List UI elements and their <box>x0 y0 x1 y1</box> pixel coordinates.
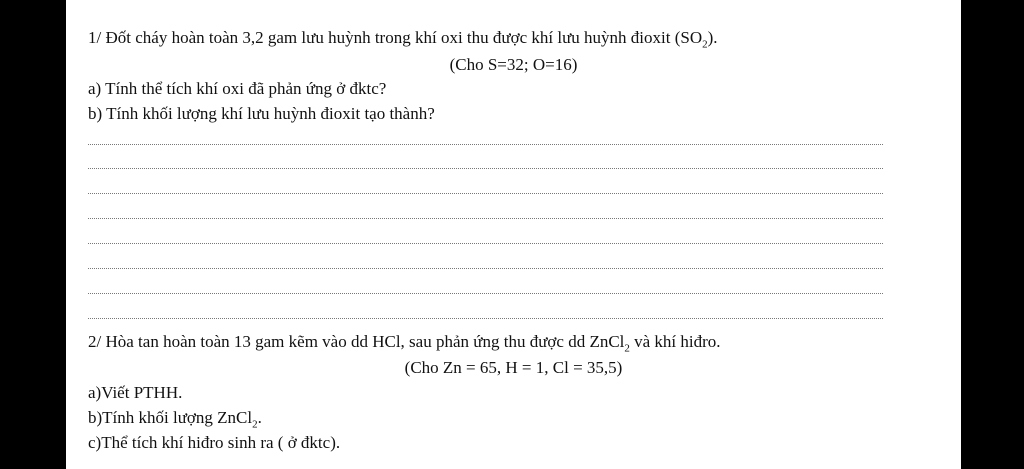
q2-title: 2/ Hòa tan hoàn toàn 13 gam kẽm vào dd HCl, sau phản ứng thu được dd ZnCl$_2$ và khí hiđro. <box>88 332 721 355</box>
q1-given-values: (Cho S=32; O=16) <box>449 55 578 74</box>
q2-given-values: (Cho Zn = 65, H = 1, Cl = 35,5) <box>404 358 623 377</box>
answer-line <box>88 293 883 294</box>
answer-line <box>88 218 883 219</box>
answer-line <box>88 268 883 269</box>
q2-part-a: a)Viết PTHH. <box>88 383 183 402</box>
q2-part-b: b)Tính khối lượng ZnCl$_2$. <box>88 408 262 431</box>
answer-line <box>88 168 883 169</box>
answer-line <box>88 193 883 194</box>
answer-line <box>88 318 883 319</box>
q1-part-b: b) Tính khối lượng khí lưu huỳnh đioxit tạo thành? <box>88 104 435 123</box>
q1-title: 1/ Đốt cháy hoàn toàn 3,2 gam lưu huỳnh trong khí oxi thu được khí lưu huỳnh đioxit $(SO_2)$. <box>88 28 718 51</box>
answer-line <box>88 243 883 244</box>
q1-part-a: a) Tính thể tích khí oxi đã phản ứng ở đktc? <box>88 79 387 98</box>
q2-part-c: c)Thể tích khí hiđro sinh ra ( ở đktc). <box>88 433 341 452</box>
worksheet-page <box>66 0 961 469</box>
answer-line <box>88 144 883 145</box>
